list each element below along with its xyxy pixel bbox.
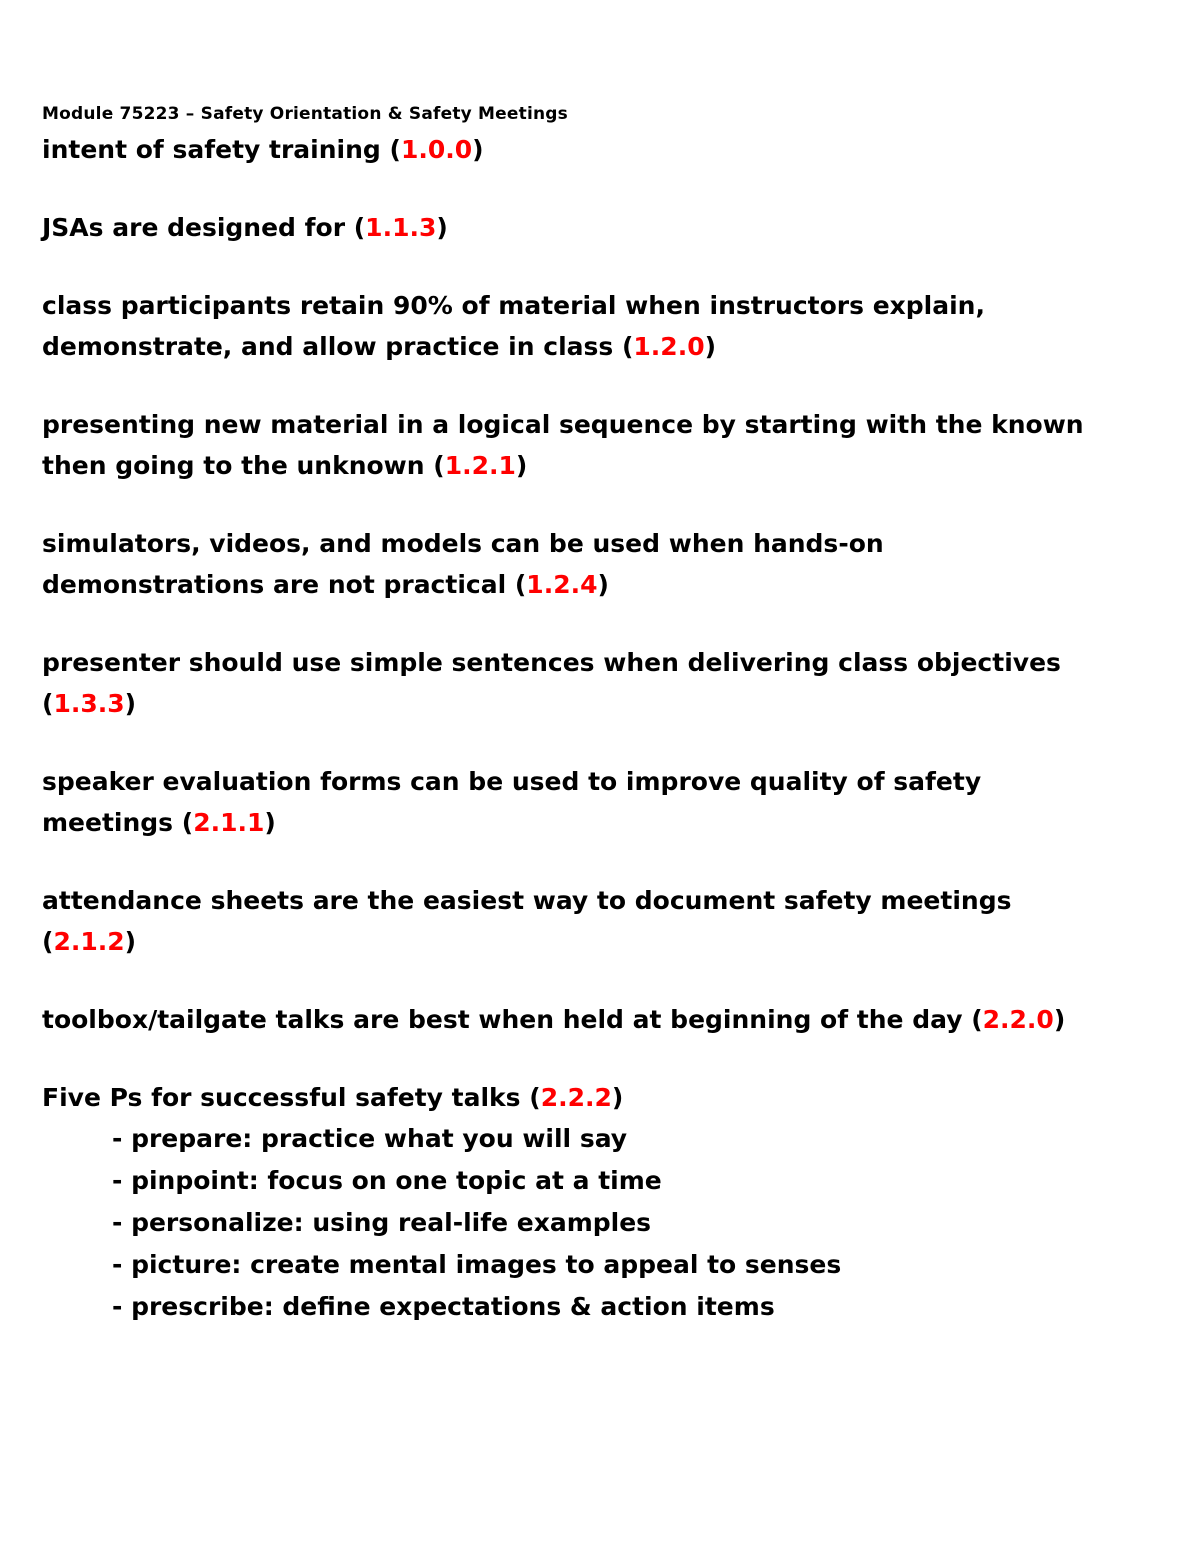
note-line-2: meetings ( — [42, 808, 194, 837]
note-toolbox-tailgate-talks — [42, 999, 1172, 1040]
note-class-participants-retain — [42, 285, 1172, 367]
section-reference: 2.1.2 — [53, 927, 125, 956]
note-close-paren: ) — [611, 1083, 624, 1112]
note-line-2: ( — [42, 927, 54, 956]
note-line-2: ( — [42, 689, 54, 718]
note-line-1: presenter should use simple sentences when delivering class objectives — [42, 648, 1061, 677]
section-reference: 1.2.1 — [444, 451, 516, 480]
note-line-1: class participants retain 90% of material when instructors explain, — [42, 291, 985, 320]
section-reference: 1.0.0 — [400, 135, 473, 164]
note-close-paren: ) — [124, 927, 137, 956]
section-reference: 2.2.2 — [540, 1083, 612, 1112]
note-text: Five Ps for successful safety talks ( — [42, 1083, 541, 1112]
note-jsas-designed-for — [42, 207, 1172, 248]
list-item: - pinpoint: focus on one topic at a time — [112, 1166, 662, 1195]
note-close-paren: ) — [704, 332, 717, 361]
note-text: intent of safety training ( — [42, 135, 401, 164]
section-reference: 2.2.0 — [982, 1005, 1054, 1034]
note-simple-sentences — [42, 642, 1172, 724]
note-line-1: presenting new material in a logical sequence by starting with the known — [42, 410, 1084, 439]
five-ps-list — [42, 1118, 1172, 1328]
note-simulators-videos-models — [42, 523, 1172, 605]
note-line-1: speaker evaluation forms can be used to improve quality of safety — [42, 767, 982, 796]
note-logical-sequence — [42, 404, 1172, 486]
note-attendance-sheets — [42, 880, 1172, 962]
list-item: - picture: create mental images to appeal to senses — [112, 1250, 842, 1279]
list-item: - personalize: using real-life examples — [112, 1208, 652, 1237]
note-line-2: then going to the unknown ( — [42, 451, 445, 480]
note-line-1: simulators, videos, and models can be used when hands-on — [42, 529, 884, 558]
note-close-paren: ) — [597, 570, 609, 599]
note-close-paren: ) — [472, 135, 484, 164]
section-reference: 1.2.4 — [526, 570, 598, 599]
note-close-paren: ) — [515, 451, 528, 480]
section-reference: 1.2.0 — [633, 332, 705, 361]
section-reference: 2.1.1 — [193, 808, 265, 837]
note-line-1: attendance sheets are the easiest way to document safety meetings — [42, 886, 1012, 915]
note-speaker-evaluation-forms — [42, 761, 1172, 843]
section-reference: 1.3.3 — [53, 689, 125, 718]
five-ps-heading — [42, 1077, 1172, 1118]
note-text: JSAs are designed for ( — [42, 213, 366, 242]
list-item: - prepare: practice what you will say — [112, 1124, 628, 1153]
note-line-2: demonstrate, and allow practice in class ( — [42, 332, 634, 361]
note-close-paren: ) — [1053, 1005, 1066, 1034]
section-reference: 1.1.3 — [365, 213, 437, 242]
document-page — [42, 100, 1172, 1328]
module-title: Module 75223 – Safety Orientation & Safety Meetings — [42, 104, 568, 124]
note-close-paren: ) — [124, 689, 137, 718]
note-text: toolbox/tailgate talks are best when held at beginning of the day ( — [42, 1005, 983, 1034]
note-close-paren: ) — [264, 808, 276, 837]
note-line-2: demonstrations are not practical ( — [42, 570, 527, 599]
note-close-paren: ) — [436, 213, 448, 242]
list-item: - prescribe: define expectations & action items — [112, 1292, 775, 1321]
note-intent-of-safety-training — [42, 129, 1172, 170]
